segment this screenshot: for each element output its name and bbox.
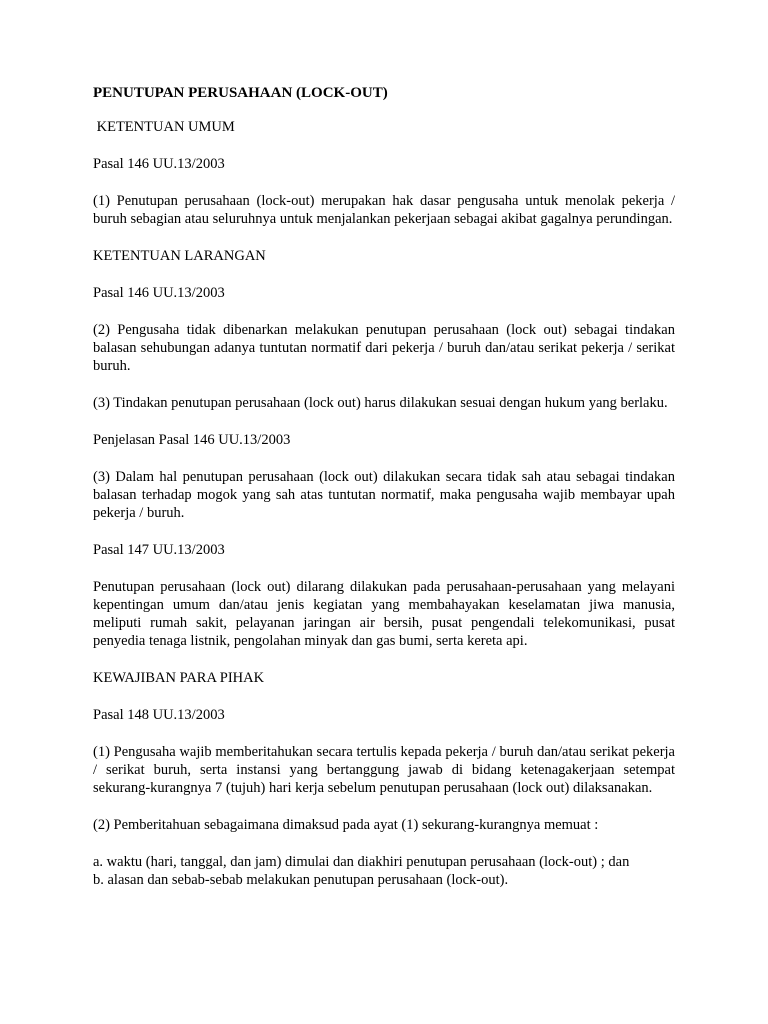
article-heading: Penjelasan Pasal 146 UU.13/2003 — [93, 432, 291, 448]
paragraph: (2) Pengusaha tidak dibenarkan melakukan penutupan perusahaan (lock out) sebagai tindakan balasan sehubungan adanya tuntutan normatif dari pekerja / buruh dan/atau serikat pekerja / serikat buruh. — [93, 322, 675, 374]
article-heading: Pasal 146 UU.13/2003 — [93, 285, 225, 301]
paragraph: (2) Pemberitahuan sebagaimana dimaksud pada ayat (1) sekurang-kurangnya memuat : — [93, 817, 599, 833]
list-item: b. alasan dan sebab-sebab melakukan penutupan perusahaan (lock-out). — [93, 872, 509, 888]
list-item: a. waktu (hari, tanggal, dan jam) dimulai dan diakhiri penutupan perusahaan (lock-out) ; dan — [93, 854, 630, 870]
paragraph: (1) Pengusaha wajib memberitahukan secara tertulis kepada pekerja / buruh dan/atau serikat pekerja / serikat buruh, serta instansi yang bertanggung jawab di bidang ketenagakerjaan setempat sekurang-kurangnya 7 (tujuh) hari kerja sebelum penutupan perusahaan (lock out) dilaksanakan. — [93, 744, 675, 796]
section-heading-ketentuan-larangan: KETENTUAN LARANGAN — [93, 248, 266, 264]
paragraph: (3) Dalam hal penutupan perusahaan (lock out) dilakukan secara tidak sah atau sebagai tindakan balasan terhadap mogok yang sah atas tuntutan normatif, maka pengusaha wajib membayar upah pekerja / buruh. — [93, 469, 675, 521]
list — [93, 853, 675, 889]
article-heading: Pasal 146 UU.13/2003 — [93, 156, 225, 172]
document-page — [93, 84, 675, 889]
paragraph: (1) Penutupan perusahaan (lock-out) merupakan hak dasar pengusaha untuk menolak pekerja / buruh sebagian atau seluruhnya untuk menjalankan pekerjaan sebagai akibat gagalnya perundingan. — [93, 193, 675, 227]
paragraph: (3) Tindakan penutupan perusahaan (lock out) harus dilakukan sesuai dengan hukum yang berlaku. — [93, 395, 668, 411]
section-heading-kewajiban-para-pihak: KEWAJIBAN PARA PIHAK — [93, 670, 265, 686]
document-title: PENUTUPAN PERUSAHAAN (LOCK-OUT) — [93, 85, 388, 101]
article-heading: Pasal 147 UU.13/2003 — [93, 542, 225, 558]
paragraph: Penutupan perusahaan (lock out) dilarang dilakukan pada perusahaan-perusahaan yang melayani kepentingan umum dan/atau jenis kegiatan yang membahayakan keselamatan jiwa manusia, meliputi rumah sakit, pelayanan jaringan air bersih, pusat pengendali telekomunikasi, pusat penyedia tenaga listnik, pengolahan minyak dan gas bumi, serta kereta api. — [93, 579, 675, 649]
article-heading: Pasal 148 UU.13/2003 — [93, 707, 225, 723]
section-heading-ketentuan-umum: KETENTUAN UMUM — [93, 119, 235, 135]
